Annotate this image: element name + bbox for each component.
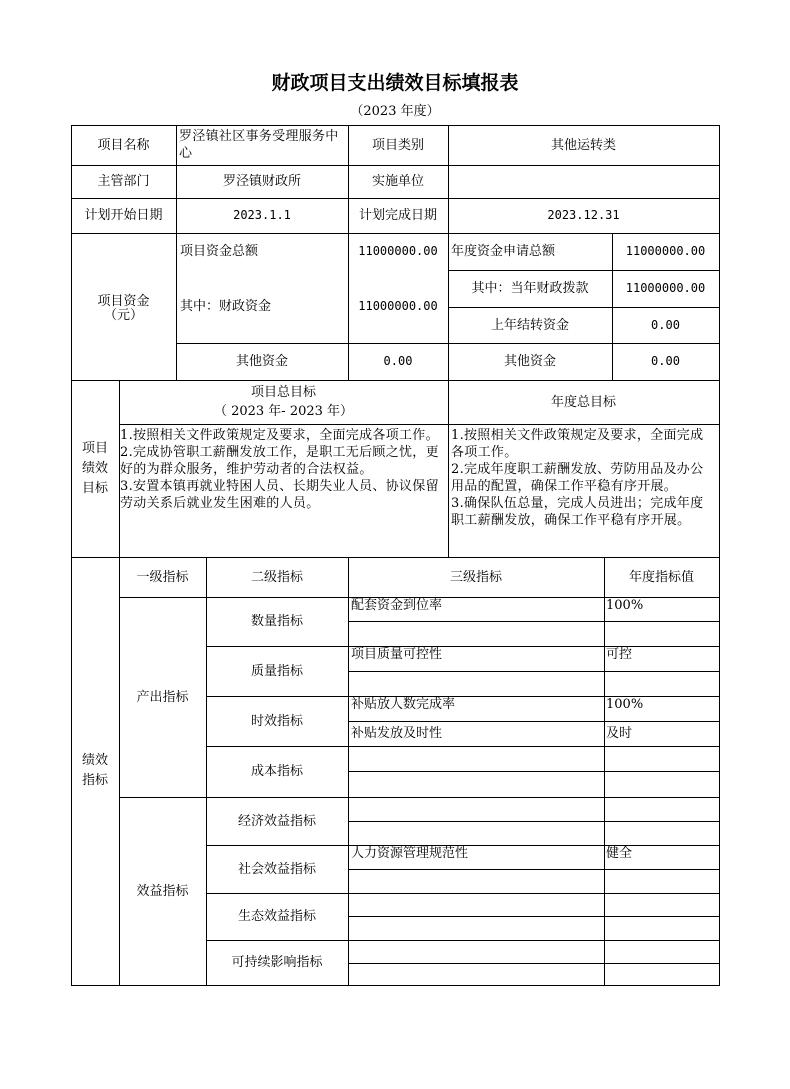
annual-total-value: 11000000.00 [625,244,706,258]
indicator-row-value [606,671,717,696]
annual-total-label: 年度资金申请总额 [451,244,556,259]
indicator-row-value: 100% [606,697,644,712]
overall-goal-period: （ 2023 年- 2023 年） [213,403,354,419]
indicator-row: 人力资源管理规范性 [351,846,469,861]
unit-label: 实施单位 [371,174,424,189]
indicator-row-value [606,771,717,797]
current-year-value: 11000000.00 [625,281,706,295]
indicator-row-value: 100% [606,598,644,613]
fiscal-funds-label: 其中：财政资金 [180,299,272,314]
end-date-value: 2023.12.31 [547,208,620,222]
indicator-row-value: 健全 [606,846,633,861]
indicator-row [351,621,601,646]
dept-label: 主管部门 [97,174,150,189]
grid-line [719,125,720,986]
indicator-group-6: 社会效益指标 [237,861,316,877]
project-category-value: 其他运转类 [550,137,616,153]
indicator-row: 项目质量可控性 [351,647,443,662]
total-funds-value: 11000000.00 [358,244,438,258]
indicator-row-value [606,821,717,845]
indicator-row-value [606,916,717,940]
indicator-row [351,893,601,916]
end-date-label: 计划完成日期 [358,208,437,223]
start-date-label: 计划开始日期 [84,208,163,223]
header-level2: 二级指标 [250,569,303,585]
annual-goal-header: 年度总目标 [550,394,616,410]
indicator-row [351,963,601,985]
annual-goal-text: 1.按照相关文件政策规定及要求，全面完成各项工作。 2.完成年度职工薪酬发放、劳防用品及办公用品的配置，确保工作平稳有序开展。 3.确保队伍总量，完成人员进出；完成年度职工薪酬发放，确保工作平稳有序开展。 [451,428,704,528]
indicator-group-3: 时效指标 [250,713,303,729]
overall-goal-header: 项目总目标 [250,384,316,400]
indicator-group-1: 数量指标 [250,614,303,629]
other-funds-value-2: 0.00 [651,354,680,368]
indicator-row [351,916,601,940]
total-funds-label: 项目资金总额 [180,244,259,259]
indicator-row-value: 可控 [606,647,633,662]
header-level3: 三级指标 [449,569,502,585]
indicator-row-value [606,869,717,893]
indicator-row-value [606,963,717,985]
indicator-row-value [606,797,717,821]
indicator-row: 补贴发放及时性 [351,726,443,741]
output-indicators-label: 产出指标 [136,689,189,705]
indicator-group-4: 成本指标 [250,764,303,779]
indicator-row [351,940,601,963]
current-year-label: 其中：当年财政拨款 [471,281,589,296]
indicator-row [351,869,601,893]
indicator-row-value [606,746,717,771]
indicator-row [351,746,601,771]
page-title: 财政项目支出绩效目标填报表 [271,72,519,94]
other-funds-label-2: 其他资金 [503,354,556,369]
indicator-row-value [606,621,717,646]
header-value: 年度指标值 [628,569,694,585]
unit-value [448,165,719,198]
benefit-indicators-label: 效益指标 [136,883,189,899]
grid-line [206,985,720,986]
indicator-group-7: 生态效益指标 [237,909,316,924]
carryover-label: 上年结转资金 [490,317,569,333]
fiscal-funds-value: 11000000.00 [358,299,438,313]
indicator-row-value: 及时 [606,726,633,741]
indicator-row-value [606,893,717,916]
indicator-row [351,671,601,696]
indicator-group-8: 可持续影响指标 [231,955,323,970]
header-level1: 一级指标 [136,569,189,585]
indicator-row: 补贴放人数完成率 [351,697,456,712]
indicator-row-value [606,940,717,963]
indicator-row [351,797,601,821]
page-subtitle: （2023 年度） [350,104,440,119]
other-funds-label: 其他资金 [235,354,288,369]
project-category-label: 项目类别 [371,137,424,153]
indicators-side-label: 绩效指标 [81,753,108,788]
project-name-label: 项目名称 [97,137,150,153]
overall-goal-text: 1.按照相关文件政策规定及要求，全面完成各项工作。 2.完成协管职工薪酬发放工作，是职工无后顾之忧，更好的为群众服务，维护劳动者的合法权益。 3.安置本镇再就业特困人员、长期失业人员、协议保留劳动关系后就业发生困难的人员。 [120,428,439,511]
indicator-row [351,821,601,845]
indicator-row: 配套资金到位率 [351,598,443,613]
funds-unit-label: （元） [103,308,143,323]
grid-line [119,424,720,425]
goals-side-label: 项目绩效目标 [81,440,108,496]
start-date-value: 2023.1.1 [233,208,291,222]
carryover-value: 0.00 [651,317,680,332]
project-name-value: 罗泾镇社区事务受理服务中心 [179,129,339,161]
indicator-row [351,771,601,797]
funds-label: 项目资金 [97,294,150,309]
indicator-group-5: 经济效益指标 [237,813,316,829]
indicator-group-2: 质量指标 [250,663,303,679]
dept-value: 罗泾镇财政所 [222,174,301,189]
other-funds-value: 0.00 [383,354,413,368]
